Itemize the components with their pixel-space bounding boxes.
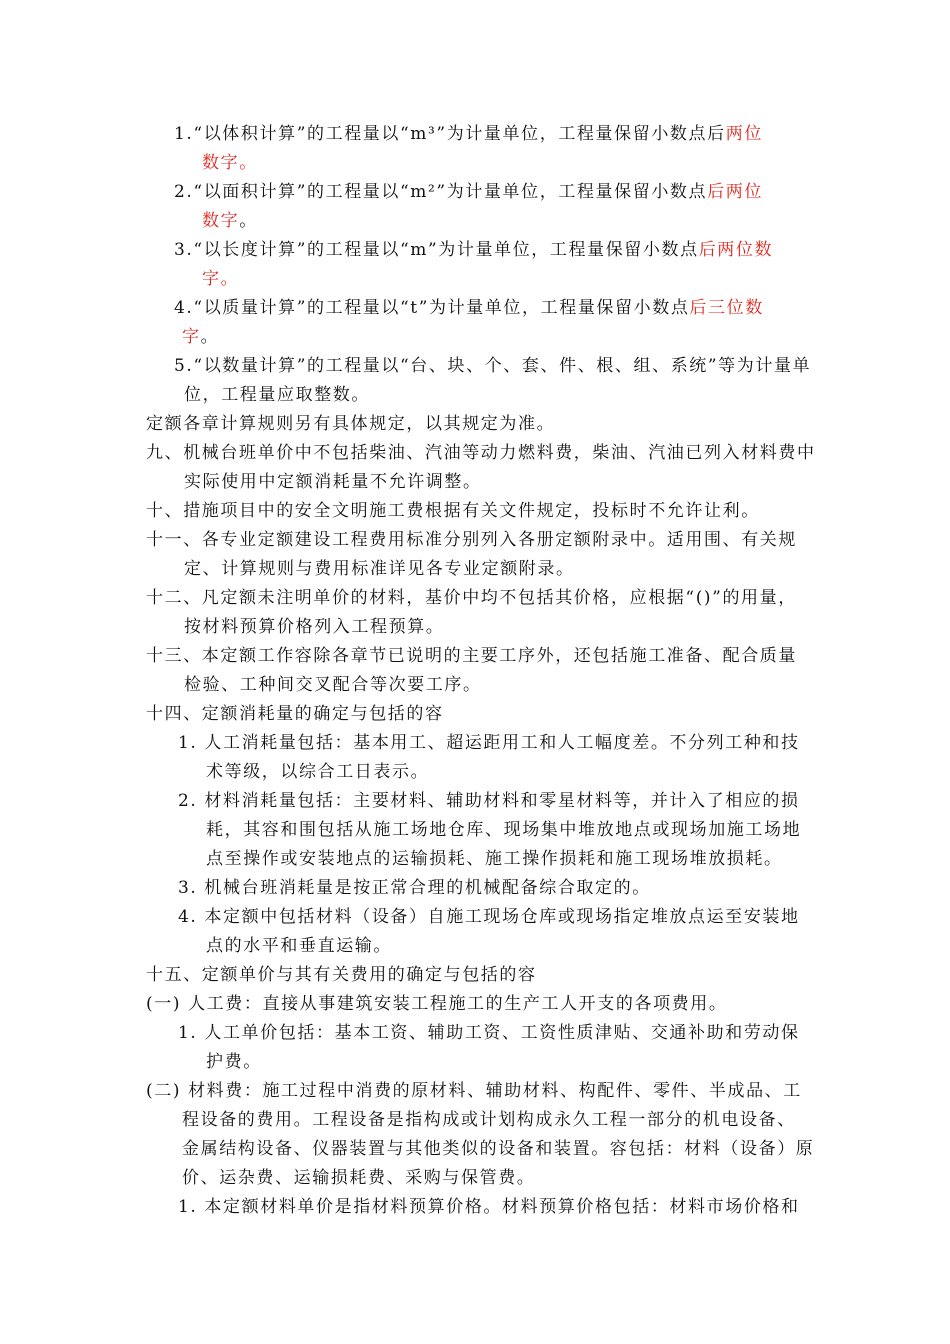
item-text: 十二、凡定额未注明单价的材料，基价中均不包括其价格，应根据“()”的用量， [146,588,797,608]
item-text: 1. 人工单价包括：基本工资、辅助工资、工资性质津贴、交通补助和劳动保 [178,1023,800,1043]
item-text: 金属结构设备、仪器装置与其他类似的设备和装置。容包括：材料（设备）原 [182,1139,815,1159]
note-paragraph [146,410,555,439]
rule-item-1 [174,120,763,178]
cost-labor [146,990,727,1019]
section-11 [146,526,797,584]
highlight-text: 后三位数 [689,298,764,318]
item-text: (一) 人工费：直接从事建筑安装工程施工的生产工人开支的各项费用。 [146,994,728,1014]
item-text: 价、运杂费、运输损耗费、采购与保管费。 [182,1168,536,1188]
item-text: 十一、各专业定额建设工程费用标准分别列入各册定额附录中。适用围、有关规 [146,530,797,550]
item-text: 耗，其容和围包括从施工场地仓库、现场集中堆放地点或现场加施工场地 [206,820,802,840]
item-text: 按材料预算价格列入工程预算。 [184,617,445,637]
item-text: 九、机械台班单价中不包括柴油、汽油等动力燃料费，柴油、汽油已列入材料费中 [146,443,816,463]
item-text: 。 [200,327,220,347]
cost-material [146,1077,814,1193]
section-9 [146,439,816,497]
item-text: 十四、定额消耗量的确定与包括的容 [146,704,444,724]
section-15-heading [146,961,537,990]
consumption-item-4 [178,903,800,961]
consumption-item-1 [178,729,800,787]
item-text: 位，工程量应取整数。 [184,385,370,405]
rule-item-3 [174,236,773,294]
item-text: 实际使用中定额消耗量不允许调整。 [184,472,482,492]
item-text: 点至操作或安装地点的运输损耗、施工操作损耗和施工现场堆放损耗。 [206,849,783,869]
item-text: 3. 机械台班消耗量是按正常合理的机械配备综合取定的。 [178,878,651,898]
item-text: 5.“以数量计算”的工程量以“台、块、个、套、件、根、组、系统”等为计量单 [174,356,812,376]
highlight-text: 字 [182,327,201,347]
highlight-text: 后两位 [707,182,763,202]
item-text: 术等级，以综合工日表示。 [206,762,430,782]
item-text: 定、计算规则与费用标准详见各专业定额附录。 [184,559,575,579]
item-text: 2.“以面积计算”的工程量以“m²”为计量单位，工程量保留小数点 [174,182,708,202]
consumption-item-3 [178,874,651,903]
rule-item-5 [174,352,811,410]
item-text: 1. 人工消耗量包括：基本用工、超运距用工和人工幅度差。不分列工种和技 [178,733,800,753]
item-text: 1. 本定额材料单价是指材料预算价格。材料预算价格包括：材料市场价格和 [178,1197,800,1217]
item-text: 。 [239,211,258,231]
section-14-heading [146,700,444,729]
rule-item-4 [174,294,764,352]
item-text: (二) 材料费：施工过程中消费的原材料、辅助材料、构配件、零件、半成品、工 [146,1081,802,1101]
section-10 [146,497,760,526]
item-text: 程设备的费用。工程设备是指构成或计划构成永久工程一部分的机电设备、 [182,1110,796,1130]
highlight-text: 后两位数 [698,240,774,260]
item-text: 2. 材料消耗量包括：主要材料、辅助材料和零星材料等，并计入了相应的损 [178,791,800,811]
item-text: 1.“以体积计算”的工程量以“m³”为计量单位，工程量保留小数点后 [174,124,726,144]
highlight-text: 字。 [202,269,240,289]
item-text: 4. 本定额中包括材料（设备）自施工现场仓库或现场指定堆放点运至安装地 [178,907,800,927]
consumption-item-2 [178,787,801,874]
section-12 [146,584,797,642]
highlight-text: 数字。 [202,153,258,173]
item-text: 护费。 [206,1052,262,1072]
item-text: 点的水平和垂直运输。 [206,936,392,956]
item-text: 检验、工种间交叉配合等次要工序。 [184,675,482,695]
section-13 [146,642,797,700]
item-text: 定额各章计算规则另有具体规定，以其规定为准。 [146,414,556,434]
highlight-text: 数字 [202,211,240,231]
item-text: 十三、本定额工作容除各章节已说明的主要工序外，还包括施工准备、配合质量 [146,646,797,666]
item-text: 3.“以长度计算”的工程量以“m”为计量单位，工程量保留小数点 [174,240,699,260]
rule-item-2 [174,178,763,236]
item-text: 十五、定额单价与其有关费用的确定与包括的容 [146,965,537,985]
material-item-1 [178,1193,800,1222]
highlight-text: 两位 [725,124,763,144]
labor-item-1 [178,1019,800,1077]
item-text: 十、措施项目中的安全文明施工费根据有关文件规定，投标时不允许让利。 [146,501,760,521]
item-text: 4.“以质量计算”的工程量以“t”为计量单位，工程量保留小数点 [174,298,690,318]
